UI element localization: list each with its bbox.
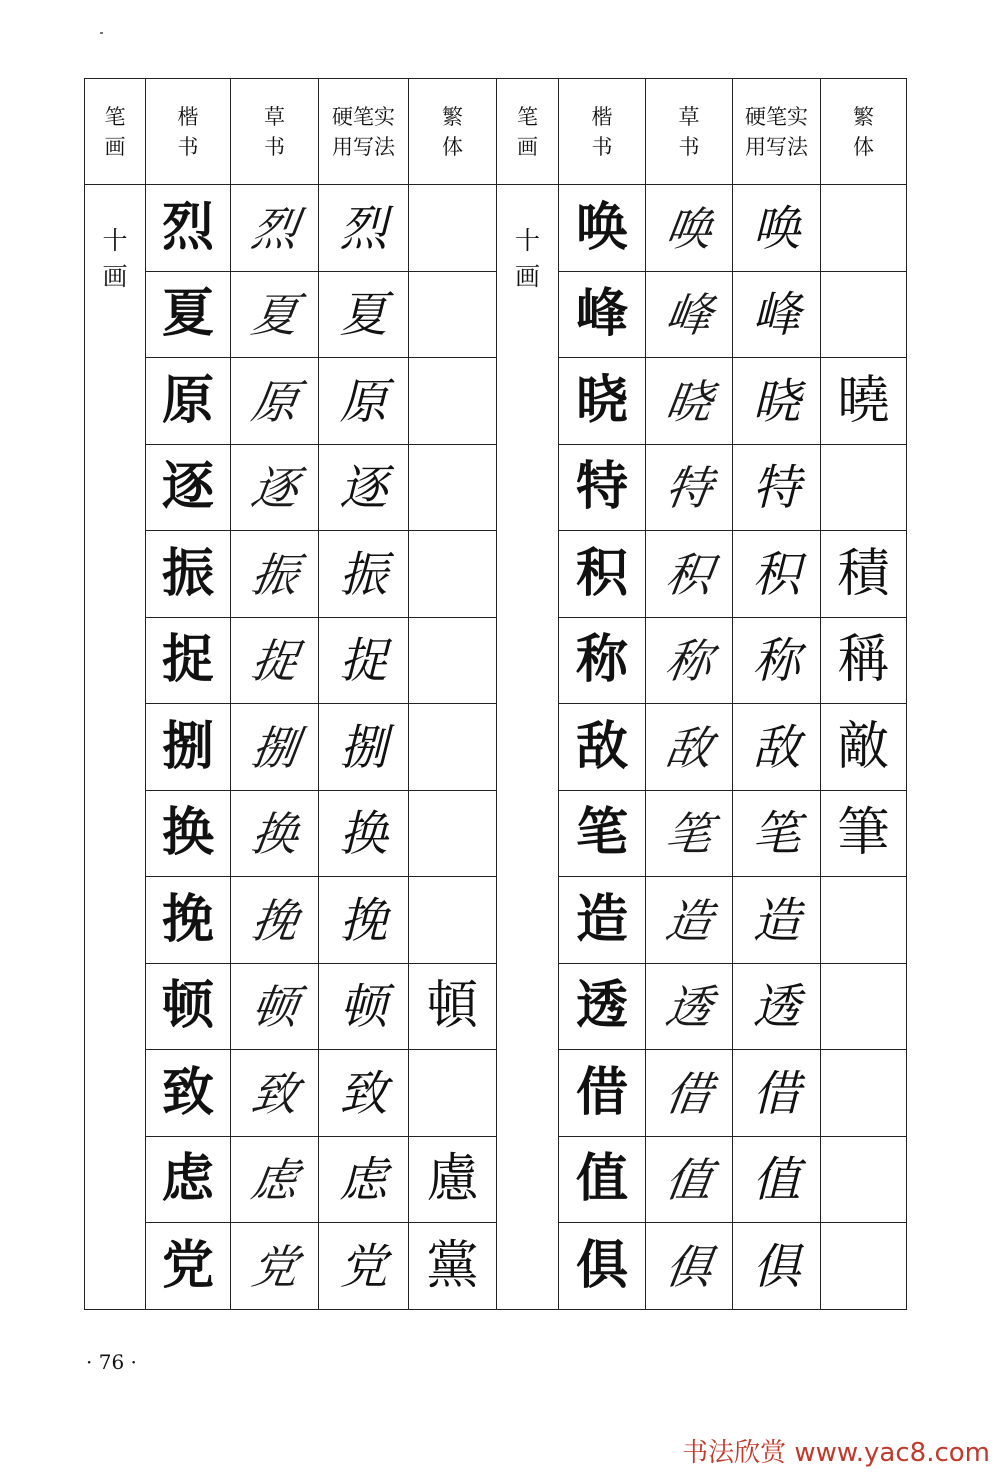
kai-character: 值 (575, 1148, 628, 1210)
cao-character: 俱 (662, 1239, 716, 1294)
pen-character: 透 (752, 979, 801, 1036)
cell-cao (231, 1223, 319, 1310)
cell-trad (821, 790, 907, 877)
pen-character: 捌 (339, 719, 388, 776)
header-trad-right: 繁体 (821, 79, 907, 185)
kai-character: 换 (161, 802, 214, 864)
cell-pen (319, 531, 409, 618)
pen-character: 振 (339, 546, 388, 603)
stroke-label: 十画 (102, 226, 128, 291)
cell-pen (733, 704, 821, 791)
pen-character: 换 (339, 806, 388, 863)
kai-character: 唤 (575, 196, 628, 258)
cell-kai (559, 1223, 646, 1310)
cell-pen (733, 1223, 821, 1310)
cell-cao (646, 877, 733, 964)
cell-cao (646, 531, 733, 618)
cao-character: 烈 (247, 201, 302, 256)
cao-character: 晓 (662, 374, 716, 429)
cell-kai (146, 877, 231, 964)
cao-character: 唤 (662, 201, 716, 256)
pen-character: 原 (339, 373, 388, 430)
cell-trad (821, 1050, 907, 1137)
cao-character: 振 (247, 547, 302, 602)
cell-cao (231, 617, 319, 704)
cell-kai (559, 185, 646, 272)
cell-trad (821, 704, 907, 791)
header-cao-right: 草书 (646, 79, 733, 185)
pen-character: 敌 (752, 719, 801, 776)
cell-cao (646, 617, 733, 704)
cell-cao (231, 963, 319, 1050)
cell-pen (733, 617, 821, 704)
cell-cao (646, 185, 733, 272)
pen-character: 俱 (752, 1238, 801, 1295)
cell-pen (733, 444, 821, 531)
pen-character: 唤 (752, 200, 801, 257)
cell-pen (733, 963, 821, 1050)
stroke-group-left (85, 185, 146, 1310)
header-kai-left: 楷书 (146, 79, 231, 185)
cell-kai (146, 444, 231, 531)
trad-character: 稱 (837, 630, 890, 691)
cell-pen (733, 1050, 821, 1137)
pen-character: 值 (752, 1152, 801, 1209)
watermark: 书法欣赏 www.yac8.com (682, 1438, 990, 1468)
table-row (85, 444, 907, 531)
cell-kai (559, 444, 646, 531)
header-stroke-right: 笔画 (497, 79, 559, 185)
cell-cao (646, 1136, 733, 1223)
cell-trad (409, 1050, 497, 1137)
kai-character: 积 (575, 542, 628, 604)
cao-character: 夏 (247, 288, 302, 343)
trad-character: 曉 (837, 370, 890, 431)
pen-character: 造 (752, 892, 801, 949)
table-row (85, 790, 907, 877)
cell-cao (646, 963, 733, 1050)
pen-character: 致 (339, 1065, 388, 1122)
cell-trad (821, 877, 907, 964)
kai-character: 挽 (161, 888, 214, 950)
pen-character: 烈 (339, 200, 388, 257)
cell-kai (559, 877, 646, 964)
table-row (85, 531, 907, 618)
kai-character: 逐 (161, 456, 214, 518)
kai-character: 晓 (575, 369, 628, 431)
trad-character: 筆 (837, 803, 890, 864)
cao-character: 透 (662, 980, 716, 1035)
cell-kai (559, 1136, 646, 1223)
header-pen-right: 硬笔实用写法 (733, 79, 821, 185)
cell-cao (646, 704, 733, 791)
cell-kai (146, 185, 231, 272)
kai-character: 敌 (575, 715, 628, 777)
kai-character: 笔 (575, 802, 628, 864)
cell-kai (146, 358, 231, 445)
kai-character: 借 (575, 1061, 628, 1123)
cell-pen (733, 531, 821, 618)
cell-trad (821, 444, 907, 531)
cao-character: 捌 (247, 720, 302, 775)
header-cao-left: 草书 (231, 79, 319, 185)
cell-pen (733, 358, 821, 445)
cell-trad (409, 1223, 497, 1310)
trad-character: 黨 (426, 1235, 479, 1296)
header-kai-right: 楷书 (559, 79, 646, 185)
pen-character: 顿 (339, 979, 388, 1036)
table-body (85, 185, 907, 1310)
cell-pen (319, 1050, 409, 1137)
cao-character: 特 (662, 461, 716, 516)
kai-character: 峰 (575, 283, 628, 345)
pen-character: 峰 (752, 287, 801, 344)
pen-character: 称 (752, 633, 801, 690)
cell-pen (733, 877, 821, 964)
cell-pen (733, 1136, 821, 1223)
cell-pen (319, 358, 409, 445)
trad-character: 慮 (426, 1149, 479, 1210)
cell-kai (146, 704, 231, 791)
pen-character: 笔 (752, 806, 801, 863)
kai-character: 烈 (161, 196, 214, 258)
cell-cao (646, 1050, 733, 1137)
cell-kai (146, 617, 231, 704)
cell-trad (409, 963, 497, 1050)
cell-cao (231, 271, 319, 358)
header-trad-left: 繁体 (409, 79, 497, 185)
cao-character: 称 (662, 634, 716, 689)
cao-character: 原 (247, 374, 302, 429)
cell-pen (319, 704, 409, 791)
cell-kai (559, 704, 646, 791)
cell-kai (559, 271, 646, 358)
pen-character: 借 (752, 1065, 801, 1122)
trad-character: 敵 (837, 716, 890, 777)
cell-trad (821, 1223, 907, 1310)
kai-character: 虑 (161, 1148, 214, 1210)
trad-character: 積 (837, 543, 890, 604)
cell-trad (409, 704, 497, 791)
cell-trad (409, 271, 497, 358)
cao-character: 换 (247, 807, 302, 862)
cell-trad (821, 271, 907, 358)
cao-character: 虑 (247, 1153, 302, 1208)
cell-kai (146, 1223, 231, 1310)
cell-kai (146, 271, 231, 358)
cao-character: 捉 (247, 634, 302, 689)
table-row (85, 271, 907, 358)
cell-pen (319, 790, 409, 877)
cell-trad (409, 185, 497, 272)
header-stroke-left: 笔画 (85, 79, 146, 185)
cao-character: 值 (662, 1153, 716, 1208)
pen-character: 积 (752, 546, 801, 603)
cell-pen (319, 877, 409, 964)
kai-character: 造 (575, 888, 628, 950)
header-row (85, 79, 907, 185)
table-row (85, 1050, 907, 1137)
cell-cao (646, 444, 733, 531)
trad-character: 頓 (426, 976, 479, 1037)
kai-character: 致 (161, 1061, 214, 1123)
kai-character: 顿 (161, 975, 214, 1037)
cell-kai (559, 531, 646, 618)
kai-character: 俱 (575, 1234, 628, 1296)
cell-kai (559, 963, 646, 1050)
kai-character: 透 (575, 975, 628, 1037)
cao-character: 积 (662, 547, 716, 602)
cell-pen (733, 185, 821, 272)
kai-character: 原 (161, 369, 214, 431)
cell-cao (646, 271, 733, 358)
cell-pen (733, 790, 821, 877)
pen-character: 晓 (752, 373, 801, 430)
cell-cao (231, 1050, 319, 1137)
cell-pen (733, 271, 821, 358)
cell-trad (821, 1136, 907, 1223)
cell-pen (319, 617, 409, 704)
cell-cao (231, 790, 319, 877)
cell-cao (646, 790, 733, 877)
cell-cao (231, 444, 319, 531)
cell-kai (146, 531, 231, 618)
kai-character: 党 (161, 1234, 214, 1296)
cell-cao (231, 1136, 319, 1223)
cao-character: 致 (247, 1066, 302, 1121)
cell-pen (319, 1223, 409, 1310)
cao-character: 借 (662, 1066, 716, 1121)
table-row (85, 704, 907, 791)
cell-trad (409, 790, 497, 877)
cell-cao (231, 877, 319, 964)
table-row (85, 617, 907, 704)
corner-mark (100, 32, 103, 34)
cell-trad (821, 358, 907, 445)
kai-character: 捉 (161, 629, 214, 691)
cell-cao (646, 1223, 733, 1310)
cao-character: 党 (247, 1239, 302, 1294)
kai-character: 夏 (161, 283, 214, 345)
pen-character: 夏 (339, 287, 388, 344)
cell-cao (646, 358, 733, 445)
cao-character: 逐 (247, 461, 302, 516)
cell-kai (146, 1136, 231, 1223)
cao-character: 挽 (247, 893, 302, 948)
table-row (85, 358, 907, 445)
cell-trad (409, 531, 497, 618)
table-row (85, 185, 907, 272)
pen-character: 党 (339, 1238, 388, 1295)
cell-trad (409, 617, 497, 704)
stroke-label: 十画 (515, 226, 541, 291)
cao-character: 敌 (662, 720, 716, 775)
cell-trad (409, 358, 497, 445)
cell-cao (231, 531, 319, 618)
cell-cao (231, 704, 319, 791)
kai-character: 振 (161, 542, 214, 604)
cell-kai (559, 617, 646, 704)
cell-kai (559, 1050, 646, 1137)
pen-character: 特 (752, 460, 801, 517)
cell-kai (559, 790, 646, 877)
cell-pen (319, 271, 409, 358)
cao-character: 顿 (247, 980, 302, 1035)
cell-pen (319, 185, 409, 272)
kai-character: 捌 (161, 715, 214, 777)
table-row (85, 877, 907, 964)
cell-trad (409, 877, 497, 964)
cell-trad (409, 1136, 497, 1223)
header-pen-left: 硬笔实用写法 (319, 79, 409, 185)
stroke-group-right (497, 185, 559, 1310)
cao-character: 造 (662, 893, 716, 948)
cell-trad (821, 963, 907, 1050)
pen-character: 逐 (339, 460, 388, 517)
kai-character: 特 (575, 456, 628, 518)
cell-pen (319, 1136, 409, 1223)
cell-kai (146, 963, 231, 1050)
pen-character: 虑 (339, 1152, 388, 1209)
page-number: · 76 · (86, 1350, 137, 1374)
pen-character: 挽 (339, 892, 388, 949)
cao-character: 峰 (662, 288, 716, 343)
character-table (84, 78, 907, 1310)
cell-trad (821, 185, 907, 272)
table-row (85, 1223, 907, 1310)
cell-pen (319, 963, 409, 1050)
cell-cao (231, 358, 319, 445)
kai-character: 称 (575, 629, 628, 691)
cao-character: 笔 (662, 807, 716, 862)
cell-kai (146, 790, 231, 877)
cell-kai (559, 358, 646, 445)
table-row (85, 1136, 907, 1223)
cell-trad (821, 617, 907, 704)
cell-kai (146, 1050, 231, 1137)
table-row (85, 963, 907, 1050)
cell-pen (319, 444, 409, 531)
pen-character: 捉 (339, 633, 388, 690)
cell-cao (231, 185, 319, 272)
cell-trad (409, 444, 497, 531)
cell-trad (821, 531, 907, 618)
